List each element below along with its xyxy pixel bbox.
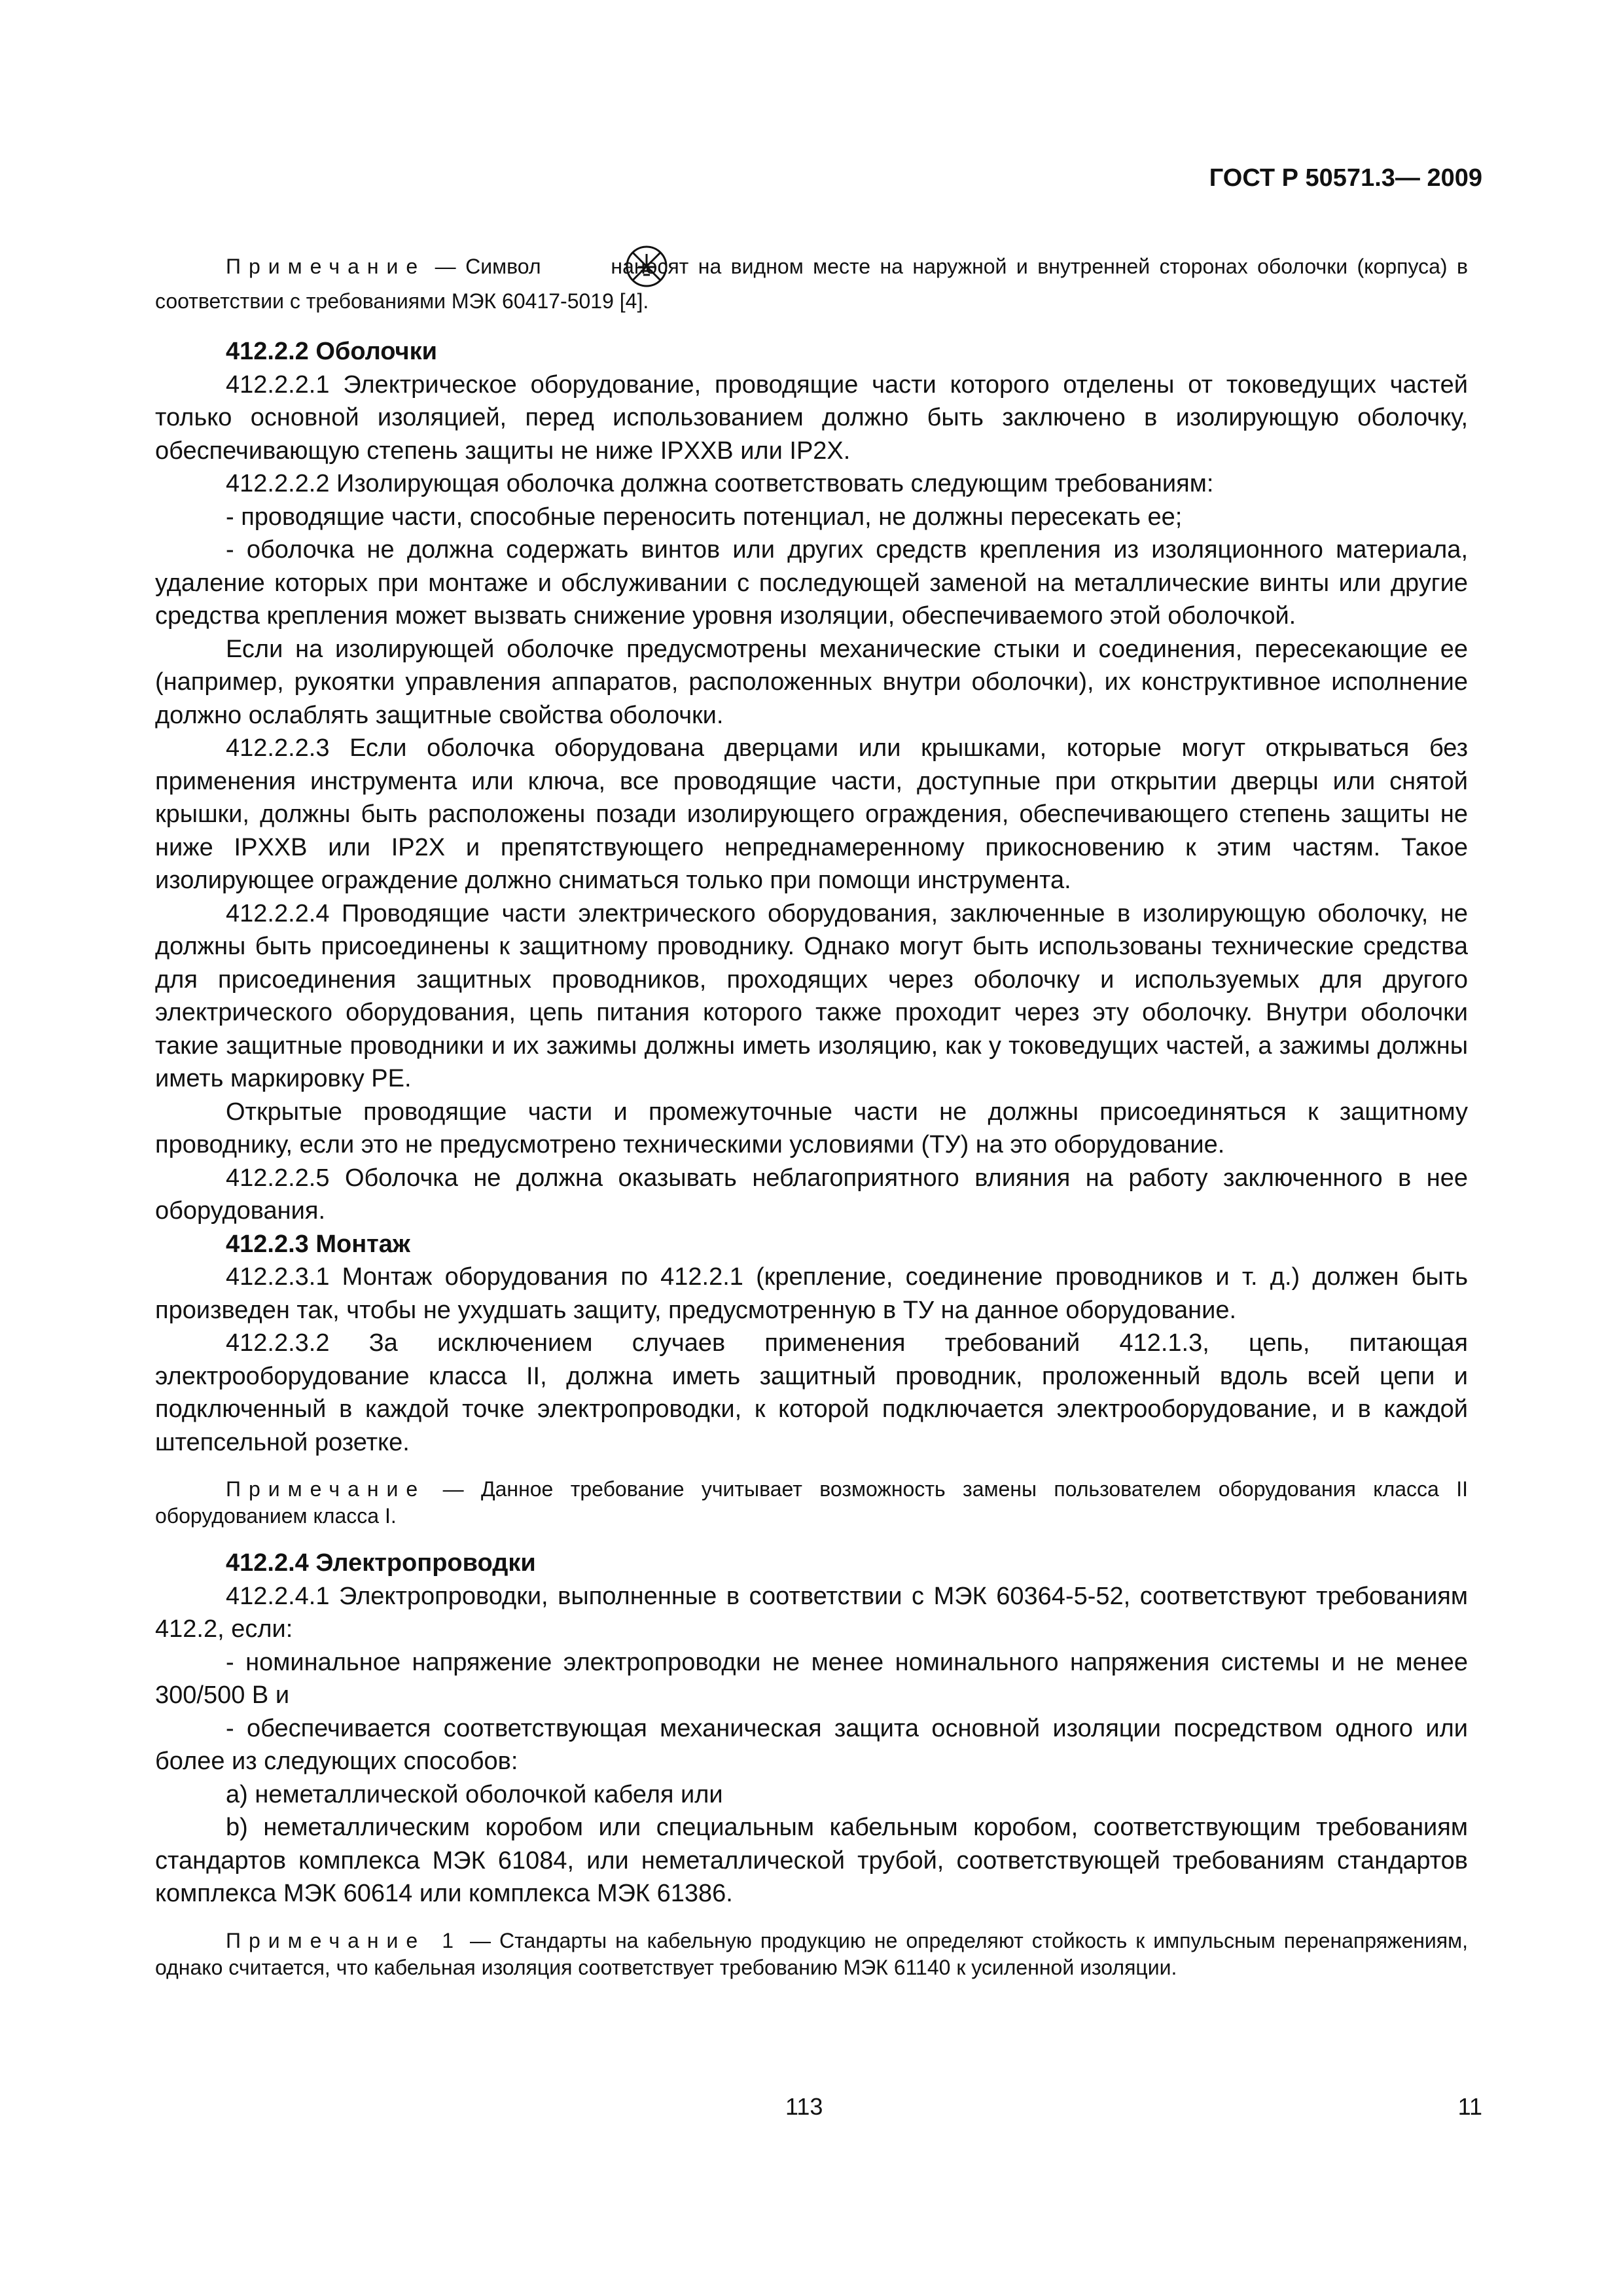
note (155, 1476, 1468, 1530)
paragraph: 412.2.3.2 За исключением случаев применения требований 412.1.3, цепь, питающая электрооборудование класса II, должна иметь защитный проводник, проложенный вдоль всей цепи и подключенный в каждой точке электропроводки, к которой подключается электрооборудование, и в каждой штепсельной розетке. (155, 1329, 1468, 1456)
section-412-2-2 (155, 335, 1468, 1981)
heading-412-2-2: 412.2.2 Оболочки (226, 338, 437, 365)
list-item: - обеспечивается соответствующая механическая защита основной изоляции посредством одного или более из следующих способов: (155, 1714, 1468, 1775)
document-code: ГОСТ Р 50571.3— 2009 (1209, 164, 1482, 192)
list-item: - номинальное напряжение электропроводки не менее номинального напряжения системы и не менее 300/500 В и (155, 1648, 1468, 1709)
list-item: - проводящие части, способные переносить потенциал, не должны пересекать ее; (226, 503, 1183, 531)
list-item: b) неметаллическим коробом или специальным кабельным коробом, соответствующим требованиям стандартов комплекса МЭК 61084, или неметаллической трубой, соответствующей требованиям стандартов комплекса МЭК 60614 или комплекса МЭК 61386. (155, 1814, 1468, 1907)
note-text: — Данное требование учитывает возможность замены пользователем оборудования класса II оборудованием класса I. (155, 1477, 1468, 1528)
heading-412-2-3: 412.2.3 Монтаж (226, 1230, 410, 1258)
paragraph: 412.2.2.4 Проводящие части электрического оборудования, заключенные в изолирующую оболочку, не должны быть присоединены к защитному проводнику. Однако могут быть использованы технические средства для присоединения защитных проводников, проходящих через оболочку и используемых для другого электрического оборудования, цепь питания которого также проходит через эту оболочку. Внутри оболочки такие защитные проводники и их зажимы должны иметь изоляцию, как у токоведущих частей, а зажимы должны иметь маркировку PE. (155, 899, 1468, 1092)
paragraph: 412.2.2.3 Если оболочка оборудована дверцами или крышками, которые могут открываться без применения инструмента или ключа, все проводящие части, доступные при открытии дверцы или снятой крышки, должны быть расположены позади изолирующего ограждения, обеспечивающего степень защиты не ниже IPXXB или IP2X и препятствующего непреднамеренному прикосновению к этим частям. Такое изолирующее ограждение должно сниматься только при помощи инструмента. (155, 734, 1468, 894)
note-label: Примечание (226, 1477, 426, 1501)
paragraph: 412.2.2.5 Оболочка не должна оказывать неблагоприятного влияния на работу заключенного в нее оборудования. (155, 1164, 1468, 1225)
heading-412-2-4: 412.2.4 Электропроводки (226, 1549, 536, 1577)
note-text: — Стандарты на кабельную продукцию не определяют стойкость к импульсным перенапряжениям, однако считается, что кабельная изоляция соответствует требованию МЭК 61140 к усиленной изоляции. (155, 1928, 1469, 1979)
paragraph: Открытые проводящие части и промежуточные части не должны присоединяться к защитному проводнику, если это не предусмотрено техническими условиями (ТУ) на это оборудование. (155, 1098, 1468, 1158)
note-symbol-block (155, 245, 1468, 315)
list-item: - оболочка не должна содержать винтов или других средств крепления из изоляционного материала, удаление которых при монтаже и обслуживании с последующей заменой на металлические винты или другие средства крепления может вызвать снижение уровня изоляции, обеспечиваемого этой оболочкой. (155, 536, 1468, 630)
page-number-right: 11 (1457, 2093, 1482, 2120)
note (155, 1928, 1468, 1981)
paragraph: 412.2.2.2 Изолирующая оболочка должна соответствовать следующим требованиям: (226, 470, 1214, 497)
paragraph: 412.2.4.1 Электропроводки, выполненные в соответствии с МЭК 60364-5-52, соответствуют требованиям 412.2, если: (155, 1582, 1468, 1643)
list-item: a) неметаллической оболочкой кабеля или (226, 1780, 723, 1808)
paragraph: Если на изолирующей оболочке предусмотрены механические стыки и соединения, пересекающие ее (например, рукоятки управления аппаратов, расположенных внутри оболочки), их конструктивное исполнение должно ослаблять защитные свойства оболочки. (155, 635, 1468, 729)
note-label: Примечание 1 (226, 1928, 462, 1952)
note-text-after: наносят на видном месте на наружной и внутренней сторонах оболочки (корпуса) в соответствии с требованиями МЭК 60417-5019 [4]. (155, 255, 1468, 313)
note-label: Примечание (226, 255, 426, 278)
paragraph: 412.2.3.1 Монтаж оборудования по 412.2.1 (крепление, соединение проводников и т. д.) должен быть произведен так, чтобы не ухудшать защиту, предусмотренную в ТУ на данное оборудование. (155, 1263, 1468, 1324)
paragraph: 412.2.2.1 Электрическое оборудование, проводящие части которого отделены от токоведущих частей только основной изоляцией, перед использованием должно быть заключено в изолирующую оболочку, обеспечивающую степень защиты не ниже IPXXB или IP2X. (155, 370, 1468, 465)
page-number-center: 113 (785, 2093, 823, 2120)
note-symbol (155, 245, 1468, 315)
note-text-before: — Символ (425, 255, 550, 278)
no-protective-earth-symbol-icon (554, 245, 597, 288)
